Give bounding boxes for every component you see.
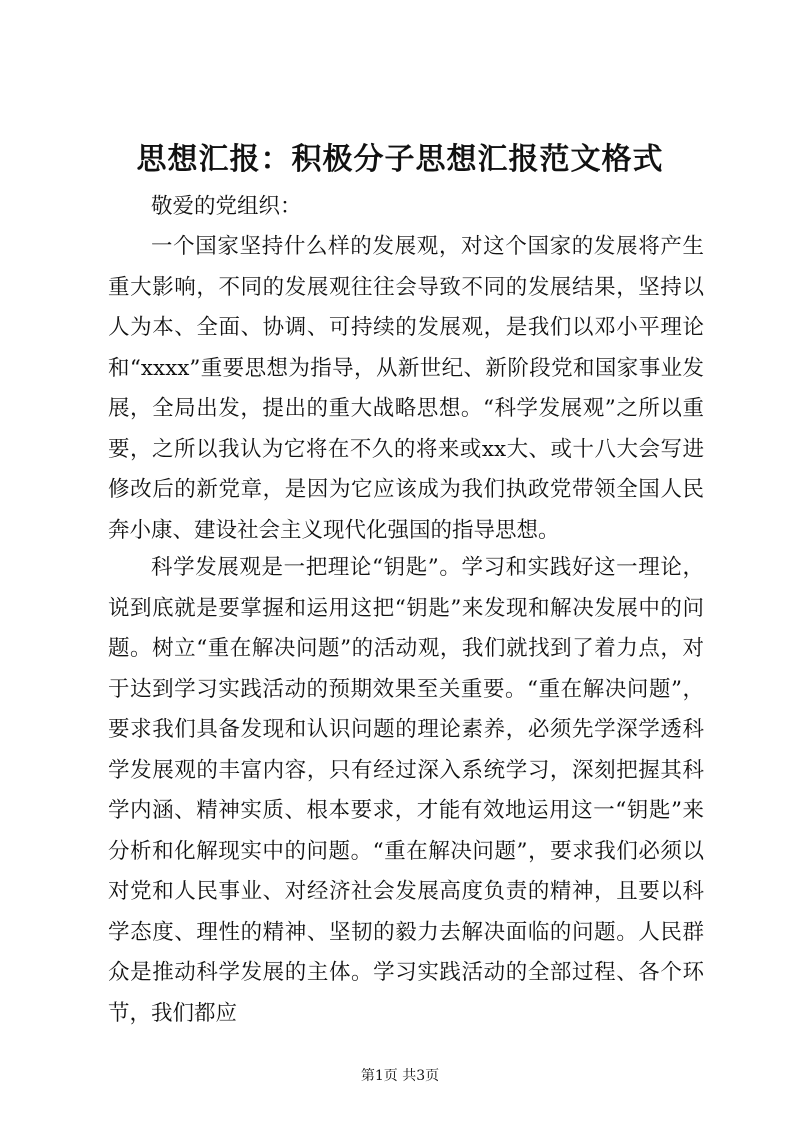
document-title: 思想汇报：积极分子思想汇报范文格式 (136, 142, 664, 177)
paragraph-2: 科学发展观是一把理论“钥匙”。学习和实践好这一理论，说到底就是要掌握和运用这把“钥匙”来发现和解决发展中的问题。树立“重在解决问题”的活动观，我们就找到了着力点，对于达到学习实践活动的预期效果至关重要。“重在解决问题”，要求我们具备发现和认识问题的理论素养，必须先学深学透科学发展观的丰富内容，只有经过深入系统学习，深刻把握其科学内涵、精神实质、根本要求，才能有效地运用这一“钥匙”来分析和化解现实中的问题。“重在解决问题”，要求我们必须以对党和人民事业、对经济社会发展高度负责的精神，且要以科学态度、理性的精神、坚韧的毅力去解决面临的问题。人民群众是推动科学发展的主体。学习实践活动的全部过程、各个环节，我们都应 (108, 555, 704, 1026)
page-footer: 第1页 共3页 (360, 1068, 440, 1084)
salutation: 敬爱的党组织： (151, 194, 302, 219)
paragraph-1: 一个国家坚持什么样的发展观，对这个国家的发展将产生重大影响，不同的发展观往往会导致不同的发展结果，坚持以人为本、全面、协调、可持续的发展观，是我们以邓小平理论和“xxxx”重要思想为指导，从新世纪、新阶段党和国家事业发展，全局出发，提出的重大战略思想。“科学发展观”之所以重要，之所以我认为它将在不久的将来或xx大、或十八大会写进修改后的新党章，是因为它应该成为我们执政党带领全国人民奔小康、建设社会主义现代化强国的指导思想。 (108, 234, 704, 543)
